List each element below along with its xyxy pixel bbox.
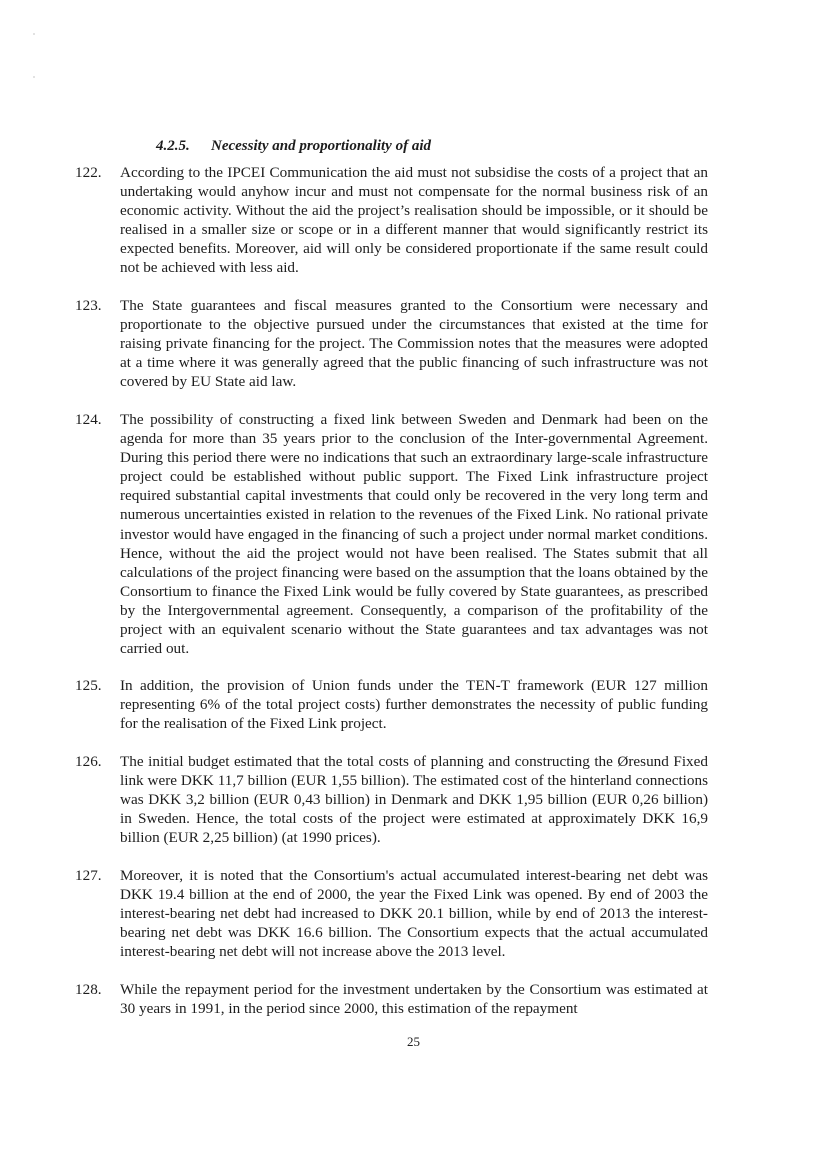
paragraph-128 bbox=[75, 980, 708, 1018]
paragraph-number: 127. bbox=[75, 867, 102, 884]
paragraph-number: 128. bbox=[75, 981, 102, 998]
paragraph-number: 123. bbox=[75, 297, 102, 314]
paragraph-text: The initial budget estimated that the total costs of planning and constructing the Øresund Fixed link were DKK 11,7 billion (EUR 1,55 billion). The estimated cost of the hinterland connections was DKK 3,2 billion (EUR 0,43 billion) in Denmark and DKK 1,95 billion (EUR 0,26 billion) in Sweden. Hence, the total costs of the project were estimated at approximately DKK 16,9 billion (EUR 2,25 billion) (at 1990 prices). bbox=[120, 753, 708, 847]
paragraph-127 bbox=[75, 866, 708, 961]
section-number: 4.2.5. bbox=[156, 138, 190, 154]
paragraph-number: 125. bbox=[75, 677, 102, 694]
paragraph-122 bbox=[75, 163, 708, 278]
section-title: Necessity and proportionality of aid bbox=[211, 138, 431, 154]
paragraph-number: 122. bbox=[75, 164, 102, 181]
scan-speck bbox=[33, 33, 35, 35]
scan-speck bbox=[33, 76, 35, 78]
paragraph-text: The possibility of constructing a fixed link between Sweden and Denmark had been on the agenda for more than 35 years prior to the conclusion of the Inter-governmental Agreement. During this period there were no indications that such an extraordinary large-scale infrastructure project could be established without public support. The Fixed Link infrastructure project required substantial capital investments that could only be recovered in the very long term and numerous uncertainties existed in relation to the revenues of the Fixed Link. No rational private investor would have engaged in the financing of such a project under normal market conditions. Hence, without the aid the project would not have been realised. The States submit that all calculations of the project financing were based on the assumption that the loans obtained by the Consortium to finance the Fixed Link would be fully covered by State guarantees, as prescribed by the Intergovernmental agreement. Consequently, a comparison of the profitability of the project with an equivalent scenario without the State guarantees and tax advantages was not carried out. bbox=[120, 411, 708, 658]
paragraph-text: While the repayment period for the investment undertaken by the Consortium was estimated at 30 years in 1991, in the period since 2000, this estimation of the repayment bbox=[120, 981, 708, 1018]
paragraph-text: According to the IPCEI Communication the aid must not subsidise the costs of a project that an undertaking would anyhow incur and must not compensate for the normal business risk of an economic activity. Without the aid the project’s realisation should be impossible, or it should be realised in a smaller size or scope or in a different manner that would significantly restrict its expected benefits. Moreover, aid will only be considered proportionate if the same result could not be achieved with less aid. bbox=[120, 164, 708, 277]
section-heading bbox=[156, 138, 431, 155]
paragraph-number: 126. bbox=[75, 753, 102, 770]
paragraph-text: Moreover, it is noted that the Consortium's actual accumulated interest-bearing net debt was DKK 19.4 billion at the end of 2000, the year the Fixed Link was opened. By end of 2003 the interest-bearing net debt had increased to DKK 20.1 billion, while by end of 2013 the interest-bearing net debt was DKK 16.6 billion. The Consortium expects that the actual accumulated interest-bearing net debt will not increase above the 2013 level. bbox=[120, 867, 708, 961]
paragraph-number: 124. bbox=[75, 411, 102, 428]
paragraph-125 bbox=[75, 676, 708, 733]
paragraph-text: The State guarantees and fiscal measures granted to the Consortium were necessary and proportionate to the objective pursued under the circumstances that existed at the time for raising private financing for the project. The Commission notes that the measures were adopted at a time where it was generally agreed that the public financing of such infrastructure was not covered by EU State aid law. bbox=[120, 297, 708, 391]
paragraph-text: In addition, the provision of Union funds under the TEN-T framework (EUR 127 million representing 6% of the total project costs) further demonstrates the necessity of public funding for the realisation of the Fixed Link project. bbox=[120, 677, 708, 733]
page-number: 25 bbox=[407, 1034, 420, 1049]
paragraph-126 bbox=[75, 752, 708, 847]
paragraph-124 bbox=[75, 410, 708, 658]
paragraph-123 bbox=[75, 296, 708, 391]
